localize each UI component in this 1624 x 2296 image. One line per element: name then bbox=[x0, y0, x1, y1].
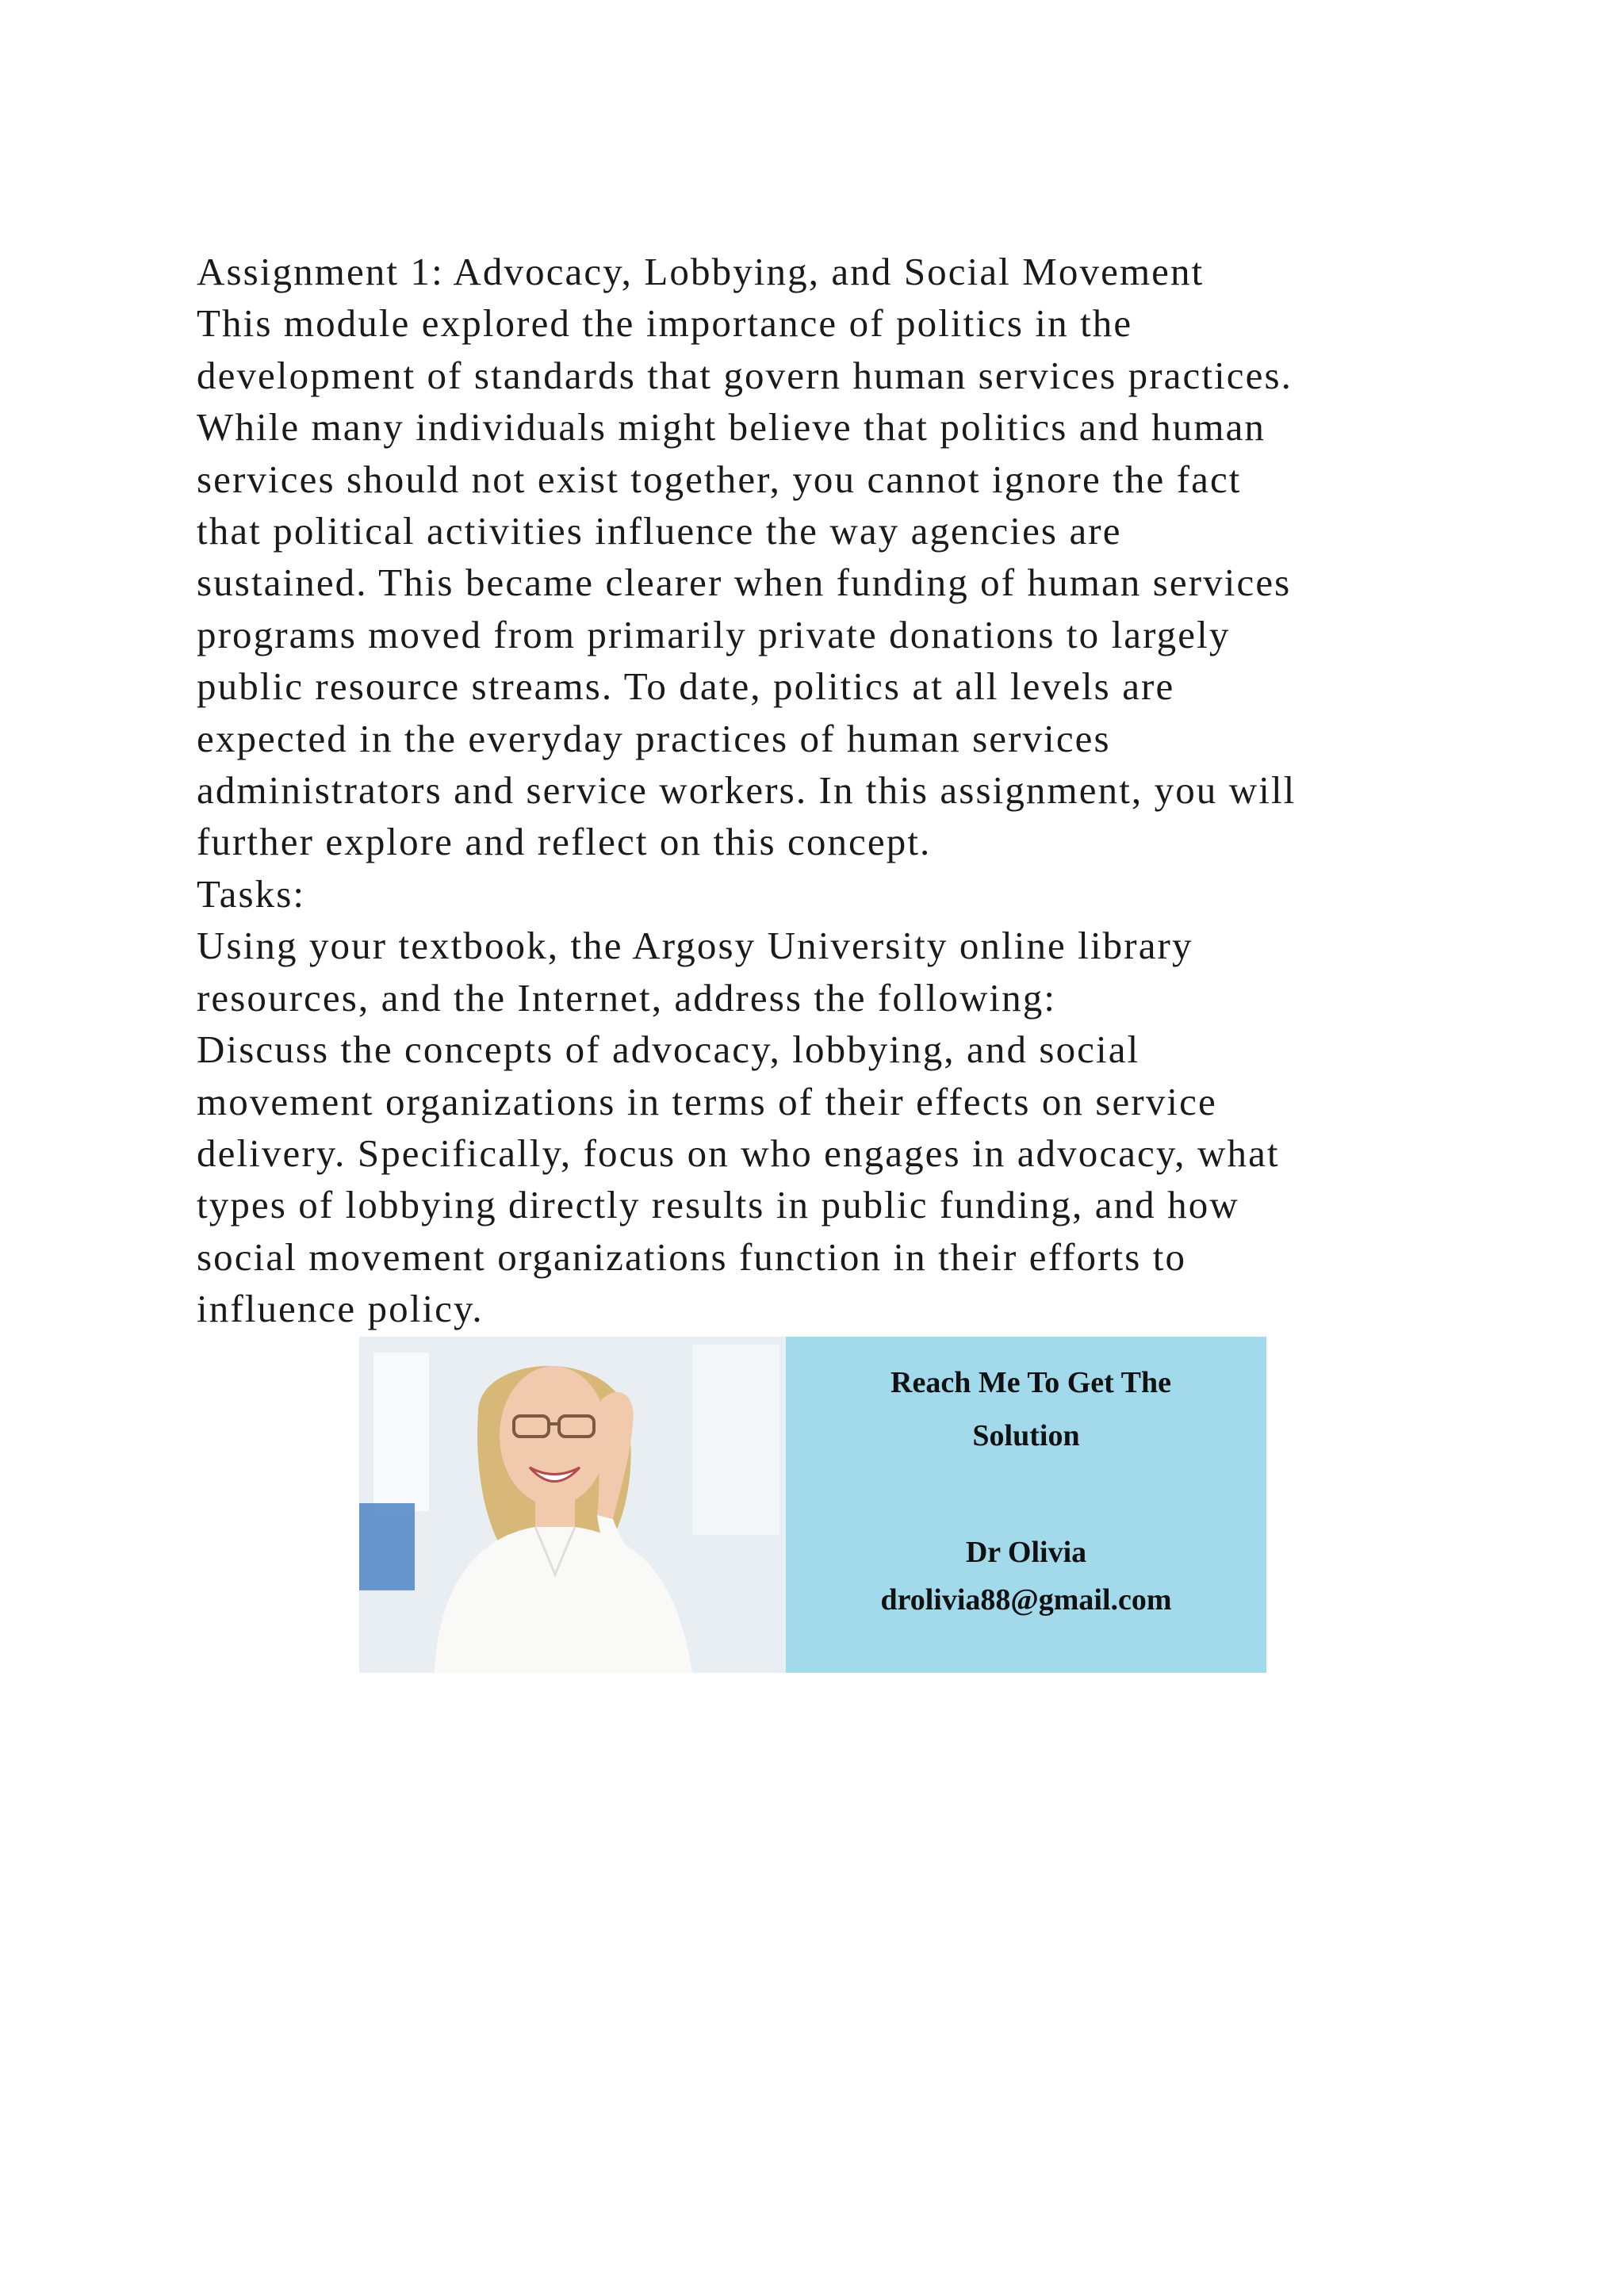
tasks-line: movement organizations in terms of their effects on service bbox=[197, 1079, 1217, 1123]
paragraph-line: public resource streams. To date, politics at all levels are bbox=[197, 664, 1175, 709]
tasks-line: influence policy. bbox=[197, 1287, 484, 1331]
tasks-line: types of lobbying directly results in public funding, and how bbox=[197, 1183, 1239, 1227]
tasks-line: Using your textbook, the Argosy University online library bbox=[197, 924, 1193, 968]
tasks-line: social movement organizations function in their efforts to bbox=[197, 1234, 1187, 1279]
document-title: Assignment 1: Advocacy, Lobbying, and Social Movement bbox=[197, 250, 1205, 293]
paragraph-line: further explore and reflect on this concept. bbox=[197, 820, 932, 864]
tasks-heading: Tasks: bbox=[197, 871, 306, 916]
banner-heading-line1: Reach Me To Get The bbox=[891, 1366, 1171, 1399]
paragraph-line: development of standards that govern human services practices. bbox=[197, 353, 1293, 397]
tasks-line: delivery. Specifically, focus on who engages in advocacy, what bbox=[197, 1131, 1280, 1175]
paragraph-line: that political activities influence the way agencies are bbox=[197, 509, 1122, 553]
contact-name: Dr Olivia bbox=[965, 1536, 1087, 1569]
contact-panel bbox=[786, 1337, 1266, 1673]
paragraph-line: This module explored the importance of politics in the bbox=[197, 301, 1133, 346]
woman-photo bbox=[359, 1337, 786, 1673]
paragraph-line: While many individuals might believe that politics and human bbox=[197, 405, 1266, 450]
paragraph-line: expected in the everyday practices of human services bbox=[197, 716, 1111, 760]
contact-banner bbox=[359, 1337, 1266, 1673]
woman-illustration bbox=[359, 1337, 786, 1673]
document-body bbox=[197, 246, 1497, 1335]
paragraph-line: services should not exist together, you cannot ignore the fact bbox=[197, 457, 1242, 501]
contact-email: drolivia88@gmail.com bbox=[880, 1583, 1172, 1617]
paragraph-line: programs moved from primarily private donations to largely bbox=[197, 612, 1231, 656]
paragraph-line: sustained. This became clearer when funding of human services bbox=[197, 561, 1292, 605]
tasks-line: Discuss the concepts of advocacy, lobbying, and social bbox=[197, 1027, 1140, 1072]
paragraph-line: administrators and service workers. In this assignment, you will bbox=[197, 768, 1297, 813]
tasks-line: resources, and the Internet, address the following: bbox=[197, 975, 1057, 1020]
banner-heading-line2: Solution bbox=[972, 1419, 1080, 1452]
